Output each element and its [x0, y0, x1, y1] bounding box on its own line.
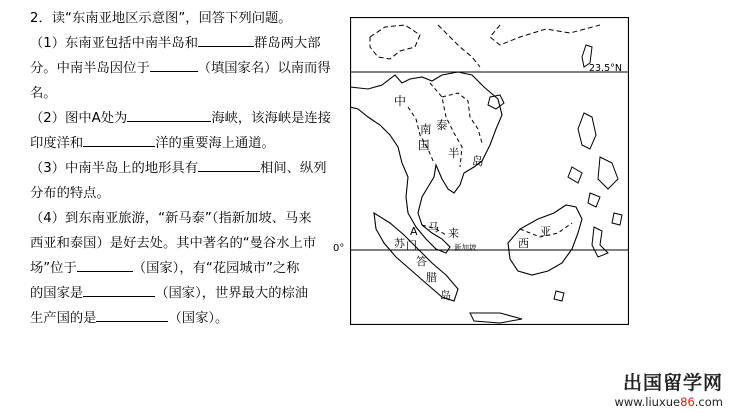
map-label-ma: 马: [428, 221, 439, 234]
answer-blank[interactable]: [83, 132, 155, 147]
q-line-13: [30, 306, 348, 331]
watermark-title: 出国留学网: [622, 372, 723, 394]
q-text: （2）图中A处为: [30, 111, 128, 126]
q-text: 群岛两大部: [254, 36, 321, 51]
q-line-7: [30, 156, 348, 181]
answer-blank[interactable]: [127, 107, 211, 122]
q-text: 场”位于: [30, 261, 77, 276]
map-label-guo: 国: [418, 138, 430, 152]
q-text: 印度洋和: [30, 136, 84, 151]
q-line-6: [30, 131, 348, 156]
map-label-ban: 半: [448, 146, 460, 160]
answer-blank[interactable]: [150, 57, 198, 72]
map-frame: [351, 18, 629, 325]
q-line-10: [30, 231, 348, 256]
answer-blank[interactable]: [77, 257, 133, 272]
q-line-5: [30, 106, 348, 131]
url-part: www.liuxue: [614, 395, 681, 409]
map-label-xi: 西: [518, 237, 529, 250]
watermark-url: [614, 395, 723, 409]
q-text: 西亚和泰国）是好去处。其中著名的“曼谷水上市: [30, 236, 317, 251]
q-text: 海峡，该海峡是连接: [211, 111, 332, 126]
q-text: （国家），有“花园城市”之称: [132, 261, 300, 276]
q-text: 2．读“东南亚地区示意图”，回答下列问题。: [30, 11, 292, 26]
watermark: [614, 368, 723, 409]
url-highlight: 86: [680, 395, 695, 409]
map-label-dao: 岛: [472, 154, 484, 168]
q-line-2: [30, 31, 348, 56]
map-label-da: 答: [416, 255, 427, 268]
map-label-su: 苏: [394, 237, 405, 250]
map-label-zhong: 中: [394, 94, 407, 108]
map-label-ya: 亚: [540, 225, 551, 238]
question-block: [30, 6, 348, 331]
equator-label-left: 0°: [333, 243, 345, 254]
q-text: （国家）。: [168, 311, 229, 326]
url-part: .com: [694, 395, 723, 409]
q-text: （国家），世界最大的棕油: [155, 286, 309, 301]
answer-blank[interactable]: [83, 282, 155, 297]
q-line-9: [30, 206, 348, 231]
q-line-8: [30, 181, 348, 206]
map-label-lai: 来: [448, 227, 459, 240]
map-label-men: 门: [406, 239, 417, 252]
answer-blank[interactable]: [96, 307, 168, 322]
map-label-nan: 南: [420, 122, 432, 136]
answer-blank[interactable]: [198, 32, 254, 47]
q-line-11: [30, 256, 348, 281]
q-text: 洋的重要海上通道。: [155, 136, 275, 151]
q-text: （4）到东南亚旅游，“新马泰”（指新加坡、马来: [30, 211, 312, 226]
map-label-singapore: 新加坡: [454, 243, 477, 252]
q-line-12: [30, 281, 348, 306]
lat-label: 23.5°N: [589, 63, 623, 74]
q-text: （1）东南亚包括中南半岛和: [30, 36, 199, 51]
map-label-tai: 泰: [436, 118, 448, 132]
q-text: 分布的特点。: [30, 186, 110, 201]
q-text: （填国家名）以南而得: [197, 61, 331, 76]
q-text: 的国家是: [30, 286, 84, 301]
q-text: 生产国的是: [30, 311, 97, 326]
map-label-dao2: 岛: [440, 289, 451, 302]
southeast-asia-map: [350, 17, 629, 325]
q-line-1: [30, 6, 348, 31]
map-label-A: A: [410, 225, 418, 238]
q-line-3: [30, 56, 348, 81]
q-line-4: [30, 81, 348, 106]
answer-blank[interactable]: [198, 157, 260, 172]
q-text: 相间、纵列: [260, 161, 327, 176]
q-text: 分。中南半岛因位于: [30, 61, 150, 76]
map-label-la: 腊: [426, 271, 437, 284]
q-text: 名。: [30, 86, 57, 101]
q-text: （3）中南半岛上的地形具有: [30, 161, 199, 176]
